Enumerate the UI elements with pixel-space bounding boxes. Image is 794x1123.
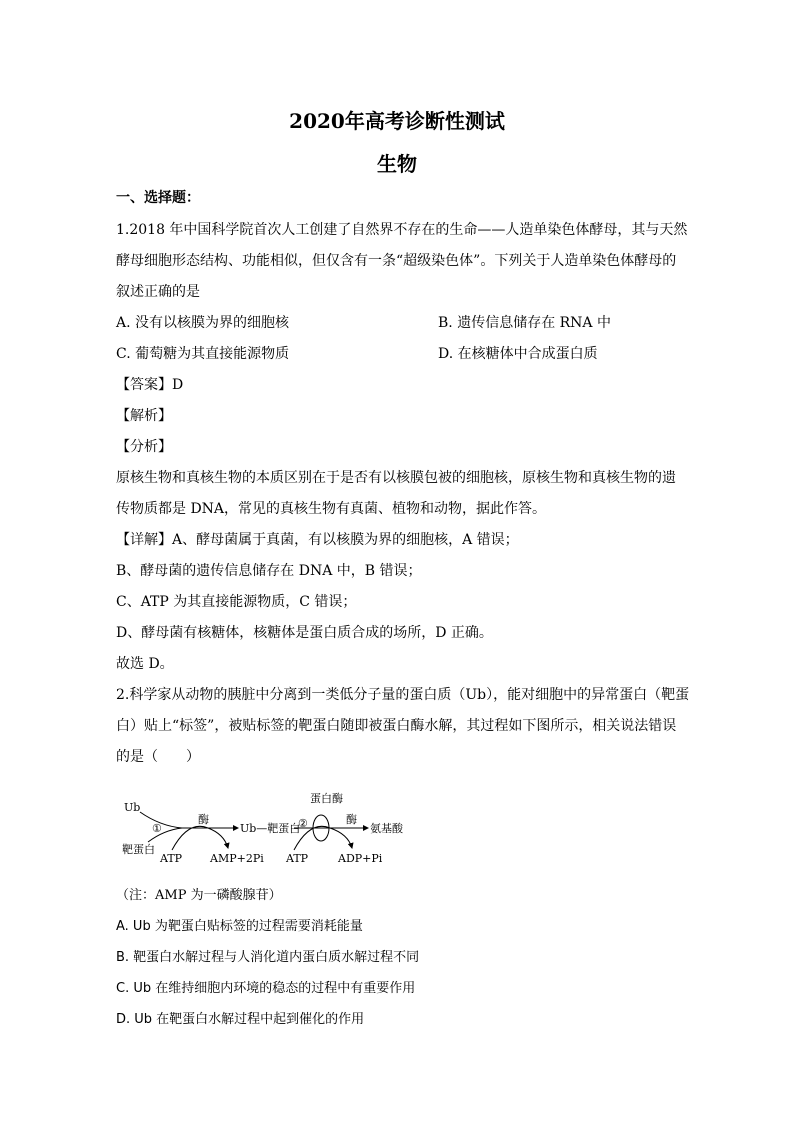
q1-option-d: D. 在核糖体中合成蛋白质 — [438, 346, 598, 362]
q2-option-a: A. Ub 为靶蛋白贴标签的过程需要消耗能量 — [116, 919, 363, 934]
section-heading: 一、选择题： — [116, 190, 200, 206]
diagram-protease-label: 蛋白酶 — [310, 792, 343, 805]
q2-note: （注：AMP 为一磷酸腺苷） — [116, 888, 282, 903]
diagram-amp-label: AMP+2Pi — [210, 852, 264, 865]
diagram-step2-label: ② — [298, 817, 308, 830]
q1-detail-line: C、ATP 为其直接能源物质，C 错误； — [116, 594, 357, 610]
q1-option-c: C. 葡萄糖为其直接能源物质 — [116, 346, 290, 362]
ubiquitin-process-diagram — [116, 782, 406, 872]
q1-stem-line: 1.2018 年中国科学院首次人工创建了自然界不存在的生命——人造单染色体酵母，其与天然 — [116, 222, 688, 238]
q1-answer: 【答案】D — [116, 377, 184, 393]
diagram-atp1-label: ATP — [160, 852, 183, 865]
diagram-adp-label: ADP+Pi — [338, 852, 383, 865]
diagram-enzyme-label: 酶 — [198, 813, 209, 826]
q1-stem-line: 叙述正确的是 — [116, 284, 200, 300]
q1-option-b: B. 遗传信息储存在 RNA 中 — [438, 315, 611, 331]
q2-option-b: B. 靶蛋白水解过程与人消化道内蛋白质水解过程不同 — [116, 950, 420, 965]
q1-fenxi-line: 传物质都是 DNA，常见的真核生物有真菌、植物和动物，据此作答。 — [116, 501, 547, 517]
diagram-complex-label: Ub—靶蛋白 — [240, 822, 301, 835]
q1-fenxi-line: 原核生物和真核生物的本质区别在于是否有以核膜包被的细胞核，原核生物和真核生物的遗 — [116, 470, 676, 486]
diagram-ub-label: Ub — [124, 801, 141, 814]
diagram-amino-label: 氨基酸 — [370, 822, 403, 835]
diagram-step1-label: ① — [152, 822, 162, 835]
q1-option-a: A. 没有以核膜为界的细胞核 — [116, 315, 290, 331]
q2-option-c: C. Ub 在维持细胞内环境的稳态的过程中有重要作用 — [116, 981, 416, 996]
q1-stem-line: 酵母细胞形态结构、功能相似，但仅含有一条“超级染色体”。下列关于人造单染色体酵母的 — [116, 253, 677, 269]
q1-detail-line: 【详解】A、酵母菌属于真菌，有以核膜为界的细胞核，A 错误； — [116, 532, 519, 548]
q1-analysis-heading: 【解析】 — [116, 408, 172, 424]
q1-detail-line: D、酵母菌有核糖体，核糖体是蛋白质合成的场所，D 正确。 — [116, 625, 493, 641]
q2-option-d: D. Ub 在靶蛋白水解过程中起到催化的作用 — [116, 1012, 365, 1027]
q2-stem-line: 2.科学家从动物的胰脏中分离到一类低分子量的蛋白质（Ub），能对细胞中的异常蛋白（靶蛋 — [116, 687, 690, 703]
step1-atp-arc — [172, 826, 228, 850]
q1-detail-line: B、酵母菌的遗传信息储存在 DNA 中，B 错误； — [116, 563, 422, 579]
page-title: 2020年高考诊断性测试 — [289, 109, 505, 133]
q1-conclusion: 故选 D。 — [116, 656, 174, 672]
diagram-atp2-label: ATP — [286, 852, 309, 865]
q2-stem-line: 白）贴上“标签”，被贴标签的靶蛋白随即被蛋白酶水解，其过程如下图所示，相关说法错误 — [116, 718, 677, 734]
q1-fenxi-heading: 【分析】 — [116, 439, 172, 455]
q2-stem-line: 的是（ ） — [116, 749, 200, 765]
diagram-enzyme2-label: 酶 — [346, 813, 357, 826]
subject-title: 生物 — [377, 152, 417, 176]
diagram-target-label: 靶蛋白 — [122, 843, 155, 856]
